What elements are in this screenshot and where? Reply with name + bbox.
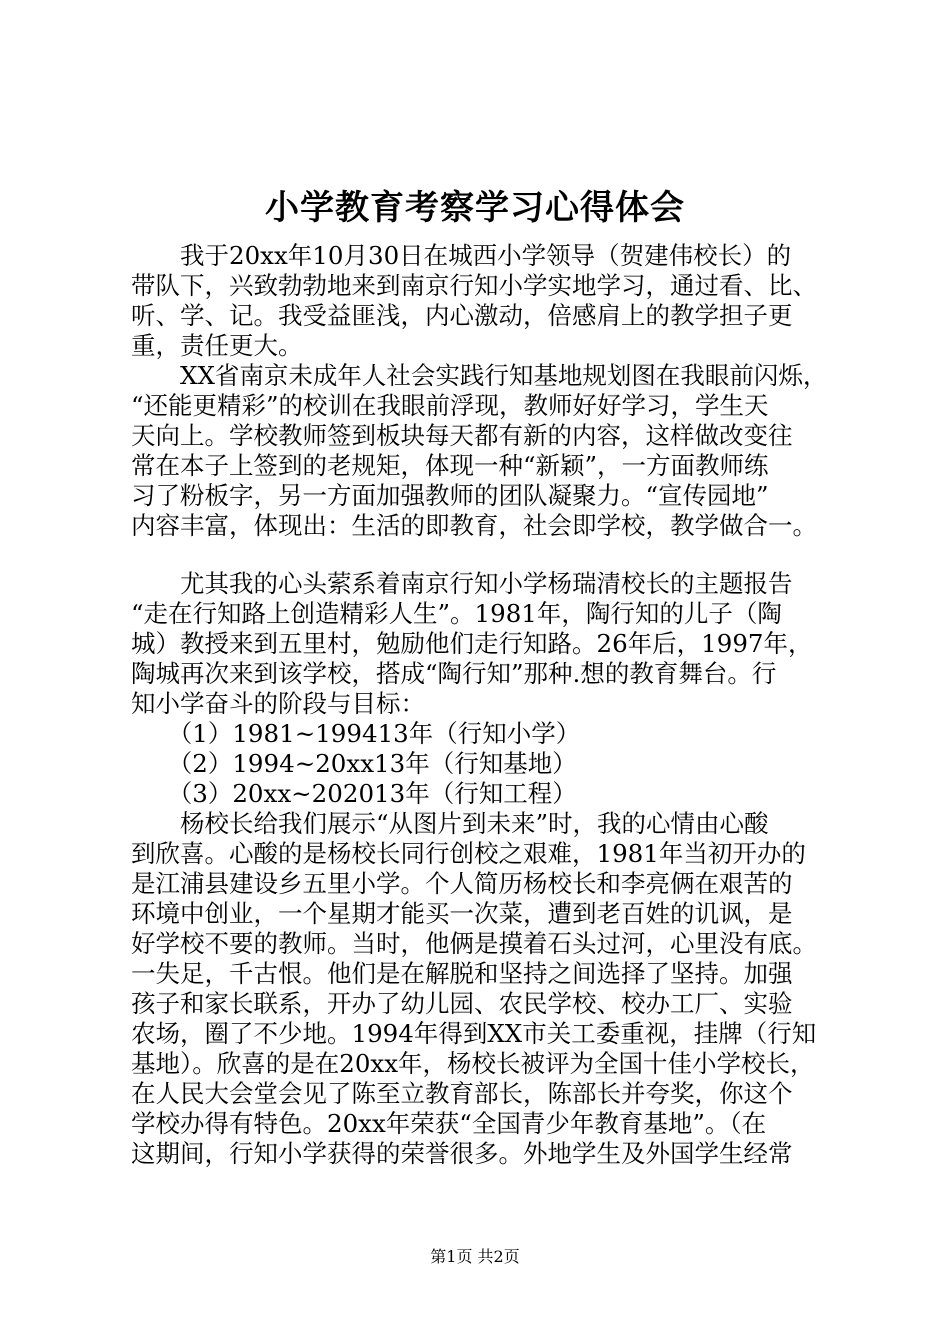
text-line: 常在本子上签到的老规矩，体现一种“新颖”，一方面教师练 (131, 451, 769, 480)
text-line: 习了粉板字，另一方面加强教师的团队凝聚力。“宣传园地” (131, 481, 769, 510)
text-line: 这期间，行知小学获得的荣誉很多。外地学生及外国学生经常 (131, 1139, 793, 1168)
text-line: 环境中创业，一个星期才能买一次菜，遭到老百姓的讥讽，是 (131, 899, 793, 928)
text-line: 听、学、记。我受益匪浅，内心激动，倍感肩上的教学担子更 (131, 301, 793, 330)
list-item: （2）1994~20xx13年（行知基地） (131, 749, 577, 778)
text-line: 城）教授来到五里村，勉励他们走行知路。26年后，1997年， (131, 629, 813, 658)
document-title: 小学教育考察学习心得体会 (265, 188, 685, 228)
text-line: 一失足，千古恨。他们是在解脱和坚持之间选择了坚持。加强 (131, 959, 793, 988)
text-line: 学校办得有特色。20xx年荣获“全国青少年教育基地”。（在 (131, 1109, 767, 1138)
text-line: 重，责任更大。 (131, 331, 303, 360)
text-line: 陶城再次来到该学校，搭成“陶行知”那种.想的教育舞台。行 (131, 659, 777, 688)
text-line: “走在行知路上创造精彩人生”。1981年，陶行知的儿子（陶 (131, 599, 782, 628)
text-line: 基地）。欣喜的是在20xx年，杨校长被评为全国十佳小学校长， (131, 1049, 815, 1078)
text-line: 孩子和家长联系，开办了幼儿园、农民学校、校办工厂、实验 (131, 989, 793, 1018)
text-line: 带队下，兴致勃勃地来到南京行知小学实地学习，通过看、比、 (131, 271, 817, 300)
text-line: 我于20xx年10月30日在城西小学领导（贺建伟校长）的 (131, 241, 792, 270)
text-line: 好学校不要的教师。当时，他俩是摸着石头过河，心里没有底。 (131, 929, 817, 958)
text-line: 到欣喜。心酸的是杨校长同行创校之艰难，1981年当初开办的 (131, 839, 806, 868)
text-line: 内容丰富，体现出：生活的即教育，社会即学校，教学做合一。 (131, 511, 817, 540)
text-line: 尤其我的心头萦系着南京行知小学杨瑞清校长的主题报告 (131, 569, 793, 598)
text-line: “还能更精彩”的校训在我眼前浮现，教师好好学习，学生天 (131, 391, 769, 420)
list-item: （3）20xx~202013年（行知工程） (131, 779, 577, 808)
text-line: 天向上。学校教师签到板块每天都有新的内容，这样做改变往 (131, 421, 793, 450)
list-item: （1）1981~199413年（行知小学） (131, 719, 581, 748)
text-line: 是江浦县建设乡五里小学。个人简历杨校长和李亮俩在艰苦的 (131, 869, 793, 898)
page-footer: 第1页 共2页 (430, 1247, 520, 1266)
text-line: XX省南京未成年人社会实践行知基地规划图在我眼前闪烁， (131, 361, 828, 390)
text-line: 农场，圈了不少地。1994年得到XX市关工委重视，挂牌（行知 (131, 1019, 817, 1048)
text-line: 在人民大会堂会见了陈至立教育部长，陈部长并夸奖，你这个 (131, 1079, 793, 1108)
text-line: 杨校长给我们展示“从图片到未来”时，我的心情由心酸 (131, 809, 769, 838)
text-line: 知小学奋斗的阶段与目标： (131, 689, 425, 718)
